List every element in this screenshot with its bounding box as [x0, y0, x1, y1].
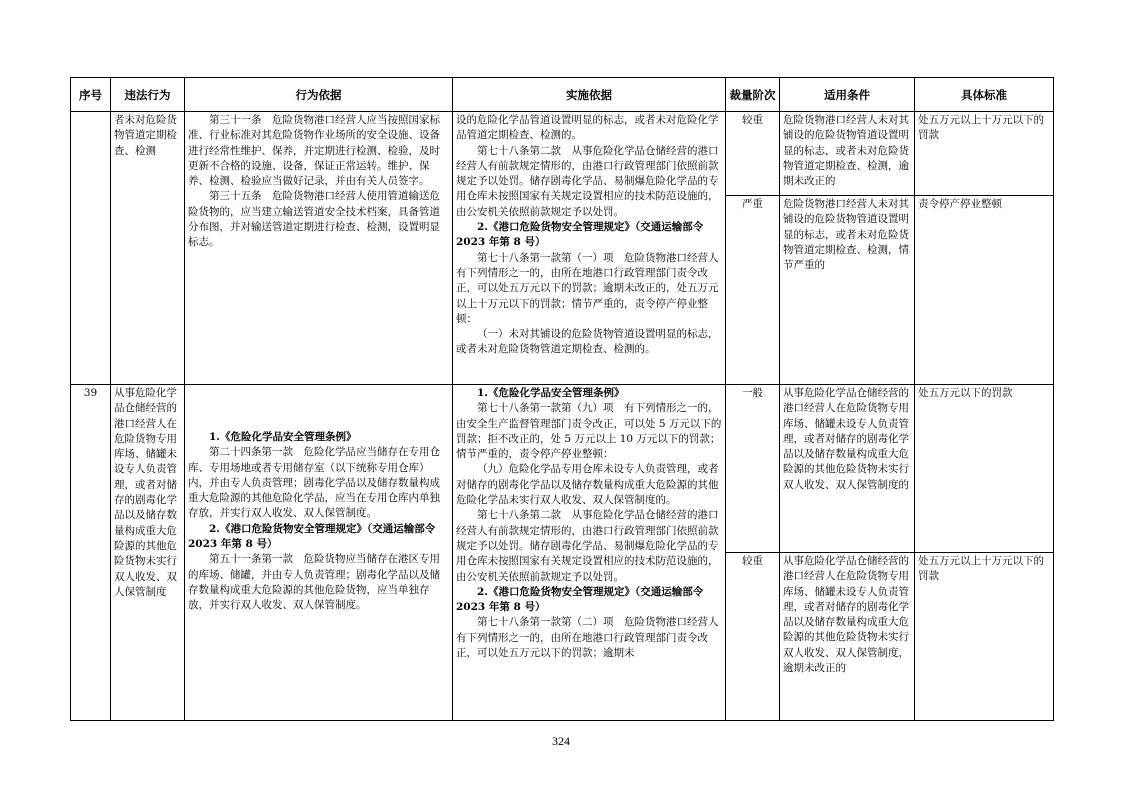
standard-cell: 责令停产停业整顿: [915, 196, 1054, 385]
penalty-table: [70, 77, 1054, 721]
implementation-cell: [453, 112, 726, 385]
basis-law-title: 1.《危险化学品安全管理条例》: [209, 431, 357, 443]
level-cell: 严重: [726, 196, 780, 385]
level-cell: 较重: [726, 112, 780, 196]
standard-cell: 处五万元以上十万元以下的罚款: [915, 112, 1054, 196]
header-condition: 适用条件: [780, 78, 915, 112]
impl-paragraph: 第七十八条第二款 从事危险化学品仓储经营的港口经营人有前款规定情形的，由港口行政管理部门依照前款规定予以处罚。储存剧毒化学品、易制爆危险化学品的专用仓库未按照国家有关规定设置相应的技术防范设施的，由公安机关依照前款规定予以处罚。: [456, 509, 719, 583]
table-row: [71, 385, 1054, 553]
condition-cell: 从事危险化学品仓储经营的港口经营人在危险货物专用库场、储罐未设专人负责管理，或者对储存的剧毒化学品以及储存数量构成重大危险源的其他危险货物未实行双人收发、双人保管制度，逾期未改正的: [780, 553, 915, 721]
basis-cell: [185, 112, 453, 385]
header-standard: 具体标准: [915, 78, 1054, 112]
impl-paragraph: （一）未对其铺设的危险货物管道设置明显的标志，或者未对危险货物管道定期检查、检测的。: [456, 328, 719, 356]
impl-paragraph: 第七十八条第二款 从事危险化学品仓储经营的港口经营人有前款规定情形的，由港口行政管理部门依照前款规定予以处罚。储存剧毒化学品、易制爆危险化学品的专用仓库未按照国家有关规定设置相应的技术防范设施的，由公安机关依照前款规定予以处罚。: [456, 144, 719, 218]
impl-law-title: 2.《港口危险货物安全管理规定》（交通运输部令 2023 年第 8 号）: [456, 221, 704, 249]
condition-cell: 危险货物港口经营人未对其铺设的危险货物管道设置明显的标志，或者未对危险货物管道定期检查、检测，逾期未改正的: [780, 112, 915, 196]
seq-cell: [71, 112, 111, 385]
basis-paragraph: 第二十四条第一款 危险化学品应当储存在专用仓库、专用场地或者专用储存室（以下统称专用仓库）内，并由专人负责管理；剧毒化学品以及储存数量构成重大危险源的其他危险化学品，应当在专用仓库内单独存放，并实行双人收发、双人保管制度。: [188, 446, 440, 520]
impl-paragraph: （九）危险化学品专用仓库未设专人负责管理，或者对储存的剧毒化学品以及储存数量构成重大危险源的其他危险化学品未实行双人收发、双人保管制度的。: [456, 463, 719, 507]
header-implementation: 实施依据: [453, 78, 726, 112]
header-row: [71, 78, 1054, 112]
violation-cell: 从事危险化学品仓储经营的港口经营人在危险货物专用库场、储罐未设专人负责管理，或者对储存的剧毒化学品以及储存数量构成重大危险源的其他危险货物未实行双人收发、双人保管制度: [111, 385, 185, 721]
header-violation: 违法行为: [111, 78, 185, 112]
basis-law-title: 2.《港口危险货物安全管理规定》（交通运输部令 2023 年第 8 号）: [188, 522, 436, 551]
basis-paragraph: 第三十一条 危险货物港口经营人应当按照国家标准、行业标准对其危险货物作业场所的安全设施、设备进行经常性维护、保养，并定期进行检测、检验，及时更新不合格的设施、设备，保证正常运转。维护、保养、检测、检验应当做好记录，并由有关人员签字。: [188, 114, 440, 188]
impl-paragraph: 第七十八条第一款第（二）项 危险货物港口经营人有下列情形之一的，由所在地港口行政管理部门责令改正，可以处五万元以下的罚款；逾期未: [456, 616, 719, 660]
page-number: 324: [552, 734, 570, 748]
level-cell: 较重: [726, 553, 780, 721]
basis-paragraph: 第三十五条 危险货物港口经营人使用管道输送危险货物的，应当建立输送管道安全技术档案，具备管道分布图，并对输送管道定期进行检查、检测，设置明显标志。: [188, 190, 440, 249]
violation-cell: 者未对危险货物管道定期检查、检测: [111, 112, 185, 385]
standard-cell: 处五万元以上十万元以下的罚款: [915, 553, 1054, 721]
header-level: 裁量阶次: [726, 78, 780, 112]
impl-law-title: 1.《危险化学品安全管理条例》: [477, 387, 625, 399]
seq-cell: 39: [71, 385, 111, 721]
condition-cell: 从事危险化学品仓储经营的港口经营人在危险货物专用库场、储罐未设专人负责管理，或者对储存的剧毒化学品以及储存数量构成重大危险源的其他危险货物未实行双人收发、双人保管制度的: [780, 385, 915, 553]
impl-paragraph: 设的危险化学品管道设置明显的标志，或者未对危险化学品管道定期检查、检测的。: [456, 114, 719, 142]
level-cell: 一般: [726, 385, 780, 553]
header-basis: 行为依据: [185, 78, 453, 112]
impl-paragraph: 第七十八条第一款第（一）项 危险货物港口经营人有下列情形之一的，由所在地港口行政管理部门责令改正，可以处五万元以下的罚款；逾期未改正的，处五万元以上十万元以下的罚款；情节严重的，责令停产停业整顿：: [456, 251, 719, 325]
basis-paragraph: 第五十一条第一款 危险货物应当储存在港区专用的库场、储罐，并由专人负责管理；剧毒化学品以及储存数量构成重大危险源的其他危险货物，应当单独存放，并实行双人收发、双人保管制度。: [188, 553, 440, 612]
condition-cell: 危险货物港口经营人未对其铺设的危险货物管道设置明显的标志，或者未对危险货物管道定期检查、检测，情节严重的: [780, 196, 915, 385]
implementation-cell: [453, 385, 726, 721]
impl-paragraph: 第七十八条第一款第（九）项 有下列情形之一的，由安全生产监督管理部门责令改正，可以处 5 万元以下的罚款；拒不改正的，处 5 万元以上 10 万元以下的罚款；情节严重的，责令停产停业整顿：: [456, 402, 722, 461]
header-seq: 序号: [71, 78, 111, 112]
table-row: [71, 112, 1054, 196]
standard-cell: 处五万元以下的罚款: [915, 385, 1054, 553]
basis-cell: [185, 385, 453, 721]
impl-law-title: 2.《港口危险货物安全管理规定》（交通运输部令 2023 年第 8 号）: [456, 585, 704, 614]
